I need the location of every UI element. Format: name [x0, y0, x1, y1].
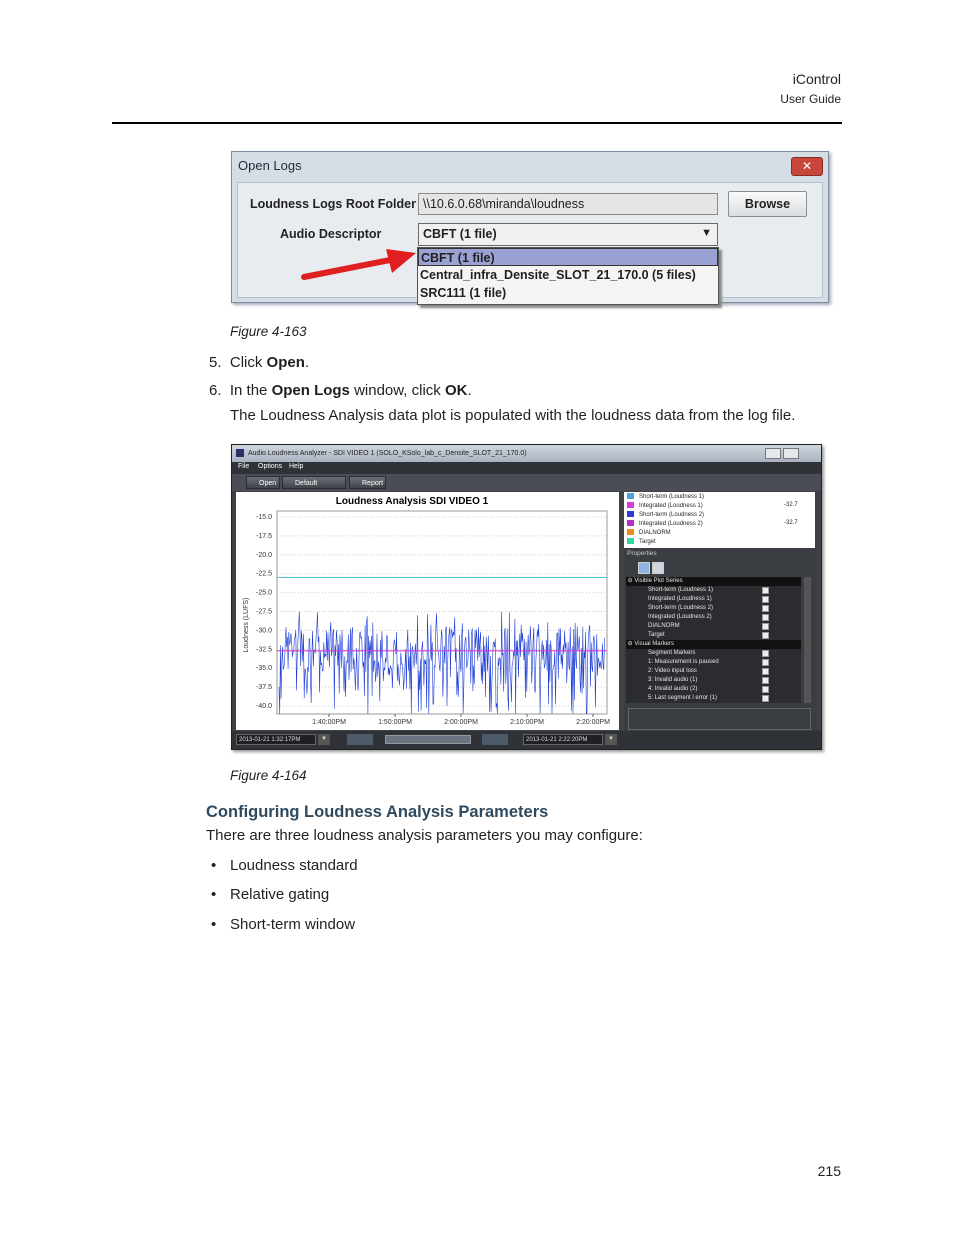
menu-help[interactable]: Help [289, 463, 304, 470]
x-tick-label: 2:20:00PM [576, 719, 610, 726]
dropdown-option[interactable]: SRC111 (1 file) [420, 286, 507, 300]
y-tick-label: -32.5 [256, 646, 272, 654]
checkbox[interactable] [762, 605, 769, 612]
legend-value: -32.7 [784, 502, 798, 508]
legend-swatch [627, 529, 634, 535]
checkbox[interactable] [762, 668, 769, 675]
section-intro: There are three loudness analysis parameters you may configure: [206, 827, 643, 844]
property-row [626, 685, 823, 694]
list-item-text: Short-term window [230, 916, 356, 933]
section-heading: Configuring Loudness Analysis Parameters [206, 803, 549, 821]
step-bold: Open [266, 354, 305, 371]
legend-item [627, 511, 704, 520]
header-rule [112, 122, 842, 124]
scroll-left-button[interactable] [347, 734, 373, 745]
legend-value: -32.7 [784, 520, 798, 526]
chart-svg [236, 492, 619, 730]
legend-swatch [627, 538, 634, 544]
chevron-down-icon[interactable]: ▼ [318, 734, 330, 745]
categorized-view-icon[interactable] [638, 562, 650, 574]
x-tick-label: 1:40:00PM [312, 719, 346, 726]
audio-descriptor-dropdown [417, 247, 719, 305]
chart-title: Loudness Analysis SDI VIDEO 1 [335, 496, 489, 507]
window-titlebar [232, 445, 821, 462]
y-tick-label: -17.5 [256, 532, 272, 540]
property-row [626, 694, 823, 703]
property-row [626, 649, 823, 658]
loudness-chart [236, 492, 619, 730]
default-analysis-button[interactable]: Default [282, 476, 346, 489]
legend-label: DIALNORM [639, 530, 671, 536]
checkbox[interactable] [762, 632, 769, 639]
property-label: 3: Invalid audio (1) [648, 677, 698, 683]
scroll-right-button[interactable] [482, 734, 508, 745]
step-6-description: The Loudness Analysis data plot is populated with the loudness data from the log file. [230, 407, 796, 424]
root-folder-input[interactable]: \\10.6.0.68\miranda\loudness [418, 193, 718, 215]
step-bold: Open Logs [271, 382, 350, 399]
property-row [626, 595, 823, 604]
property-label: Short-term (Loudness 1) [648, 587, 714, 593]
checkbox[interactable] [762, 614, 769, 621]
audio-descriptor-label: Audio Descriptor [280, 227, 382, 241]
checkbox[interactable] [762, 596, 769, 603]
y-tick-label: -37.5 [256, 684, 272, 692]
checkbox[interactable] [762, 587, 769, 594]
right-panel [624, 492, 817, 732]
plot-area [277, 511, 607, 714]
step-6 [209, 382, 472, 399]
timeline-bar [232, 731, 821, 749]
step-number: 6. [209, 382, 222, 399]
property-label: 5: Last segment l error (1) [648, 695, 718, 701]
legend [624, 492, 815, 548]
minimize-icon[interactable] [765, 448, 781, 459]
root-folder-label: Loudness Logs Root Folder [250, 197, 416, 211]
checkbox[interactable] [762, 650, 769, 657]
visible-series-header[interactable]: ⊖ Visible Plot Series [626, 577, 801, 586]
property-row [626, 676, 823, 685]
checkbox[interactable] [762, 695, 769, 702]
property-row [626, 622, 823, 631]
properties-label: Properties [627, 550, 657, 557]
browse-button[interactable]: Browse [728, 191, 807, 217]
legend-label: Integrated (Loudness 2) [639, 521, 703, 527]
menu-bar [232, 462, 821, 474]
loudness-analyzer-window [231, 444, 822, 750]
checkbox[interactable] [762, 677, 769, 684]
open-button[interactable]: Open [246, 476, 280, 489]
step-text: . [304, 354, 310, 371]
y-tick-label: -25.0 [256, 589, 272, 597]
legend-item [627, 520, 703, 529]
checkbox[interactable] [762, 686, 769, 693]
step-text: Click [229, 354, 267, 371]
y-tick-label: -40.0 [256, 703, 272, 710]
dropdown-option[interactable]: CBFT (1 file) [418, 248, 718, 266]
legend-item [627, 538, 656, 547]
page-number: 215 [817, 1163, 841, 1179]
visual-markers-header[interactable]: ⊖ Visual Markers [626, 640, 801, 649]
list-item-text: Loudness standard [230, 857, 358, 874]
section-label: Visible Plot Series [634, 578, 683, 584]
dropdown-option[interactable]: Central_infra_Densite_SLOT_21_170.0 (5 files) [420, 268, 696, 282]
property-label: Short-term (Loudness 2) [648, 605, 714, 611]
step-number: 5. [209, 354, 222, 371]
menu-options[interactable]: Options [258, 463, 283, 470]
figure-caption: Figure 4-163 [230, 324, 307, 339]
list-item: • Loudness standard [211, 857, 358, 874]
property-label: Integrated (Loudness 1) [648, 596, 712, 602]
properties-table [626, 577, 801, 703]
dialog-title: Open Logs [238, 158, 302, 173]
list-item: • Relative gating [211, 886, 330, 903]
red-arrow-icon [300, 247, 420, 283]
legend-label: Short-term (Loudness 1) [639, 494, 705, 500]
property-label: 4: Invalid audio (2) [648, 686, 698, 692]
menu-file[interactable]: File [238, 463, 250, 470]
audio-descriptor-select[interactable] [418, 223, 718, 246]
list-view-icon[interactable] [652, 562, 664, 574]
window-controls [765, 448, 815, 458]
timeline-slider[interactable] [385, 735, 471, 744]
property-row [626, 613, 823, 622]
legend-swatch [627, 511, 634, 517]
chevron-down-icon: ▼ [701, 227, 712, 239]
audio-descriptor-value: CBFT (1 file) [423, 227, 497, 241]
figure-caption: Figure 4-164 [230, 768, 307, 783]
legend-swatch [627, 502, 634, 508]
description-pane [628, 708, 811, 730]
checkbox[interactable] [762, 659, 769, 666]
step-text: . [467, 382, 472, 399]
list-item: • Short-term window [211, 916, 356, 933]
property-row [626, 631, 823, 640]
y-tick-label: -22.5 [256, 570, 272, 578]
header-product: iControl [792, 71, 841, 87]
app-icon [236, 449, 244, 457]
legend-swatch [627, 493, 634, 499]
step-text: In the [229, 382, 272, 399]
legend-item [627, 493, 704, 502]
x-tick-label: 2:00:00PM [444, 719, 478, 726]
legend-item [627, 502, 703, 511]
property-label: 1: Measurement is paused [648, 659, 719, 665]
y-axis-label: Loudness (LUFS) [243, 597, 250, 653]
property-label: DIALNORM [648, 623, 680, 629]
section-label: Visual Markers [634, 641, 674, 647]
y-tick-label: -27.5 [256, 608, 272, 616]
property-label: Target [648, 632, 665, 638]
property-row [626, 586, 823, 595]
maximize-icon[interactable] [783, 448, 799, 459]
x-tick-label: 2:10:00PM [510, 719, 544, 726]
report-button[interactable]: Report [349, 476, 386, 489]
window-title: Audio Loudness Analyzer - SDI VIDEO 1 (SOLO_KSolo_lab_c_Densite_SLOT_21_170.0) [248, 450, 527, 457]
list-item-text: Relative gating [230, 886, 330, 903]
scrollbar[interactable] [804, 577, 811, 703]
property-row [626, 604, 823, 613]
y-tick-label: -35.0 [256, 665, 272, 673]
property-label: 2: Video input loss [648, 668, 697, 674]
y-tick-label: -20.0 [256, 551, 272, 559]
step-text: window, click [349, 382, 445, 399]
chevron-down-icon[interactable]: ▼ [605, 734, 617, 745]
y-tick-label: -15.0 [256, 514, 272, 521]
y-tick-label: -30.0 [256, 627, 272, 635]
start-time-field[interactable]: 2013-01-21 1:32:17PM [236, 734, 316, 745]
step-bold: OK [444, 382, 468, 399]
property-label: Segment Markers [648, 650, 696, 656]
end-time-field[interactable]: 2013-01-21 2:22:20PM [523, 734, 603, 745]
header-doc: User Guide [780, 92, 841, 106]
legend-label: Integrated (Loudness 1) [639, 503, 703, 509]
legend-label: Short-term (Loudness 2) [639, 512, 705, 518]
legend-item [627, 529, 671, 538]
legend-swatch [627, 520, 634, 526]
x-tick-label: 1:50:00PM [378, 719, 412, 726]
step-5 [209, 354, 309, 371]
toolbar [232, 474, 821, 491]
checkbox[interactable] [762, 623, 769, 630]
property-row [626, 667, 823, 676]
property-row [626, 658, 823, 667]
close-icon[interactable]: ✕ [791, 157, 823, 176]
property-label: Integrated (Loudness 2) [648, 614, 712, 620]
legend-label: Target [639, 539, 656, 545]
